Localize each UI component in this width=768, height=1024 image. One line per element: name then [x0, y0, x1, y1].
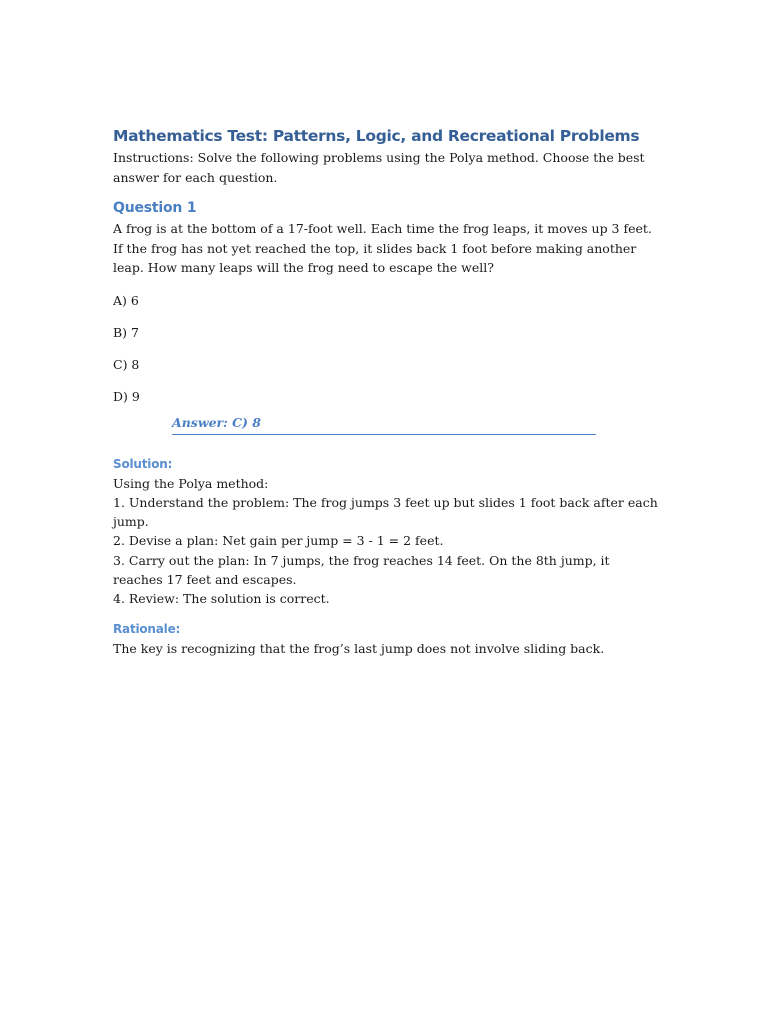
option-a: A) 6	[113, 292, 139, 308]
document-title: Mathematics Test: Patterns, Logic, and Recreational Problems	[113, 127, 640, 145]
answer-block	[172, 413, 596, 435]
rationale-text: The key is recognizing that the frog’s last jump does not involve sliding back.	[113, 641, 605, 657]
solution-step: 3. Carry out the plan: In 7 jumps, the frog reaches 14 feet. On the 8th jump, it reaches 17 feet and escapes.	[113, 552, 610, 587]
option-c: C) 8	[113, 356, 140, 372]
solution-steps	[113, 493, 659, 608]
question-1-heading: Question 1	[113, 200, 197, 216]
rationale-heading: Rationale:	[113, 622, 181, 637]
option-b: B) 7	[113, 324, 139, 340]
option-d: D) 9	[113, 388, 140, 404]
solution-intro: Using the Polya method:	[113, 475, 269, 491]
document-page	[113, 124, 659, 659]
answer-text: Answer: C) 8	[172, 414, 262, 430]
solution-step: 2. Devise a plan: Net gain per jump = 3 - 1 = 2 feet.	[113, 533, 444, 549]
solution-heading: Solution:	[113, 456, 173, 471]
question-1-text: A frog is at the bottom of a 17-foot well. Each time the frog leaps, it moves up 3 feet. If the frog has not yet reached the top, it slides back 1 foot before making another leap. How many leaps will the frog need to escape the well?	[113, 221, 652, 275]
answer-options	[113, 291, 659, 419]
instructions-text: Instructions: Solve the following problems using the Polya method. Choose the best answer for each question.	[113, 150, 645, 185]
solution-step: 1. Understand the problem: The frog jumps 3 feet up but slides 1 foot back after each jump.	[113, 495, 658, 530]
solution-step: 4. Review: The solution is correct.	[113, 591, 330, 607]
